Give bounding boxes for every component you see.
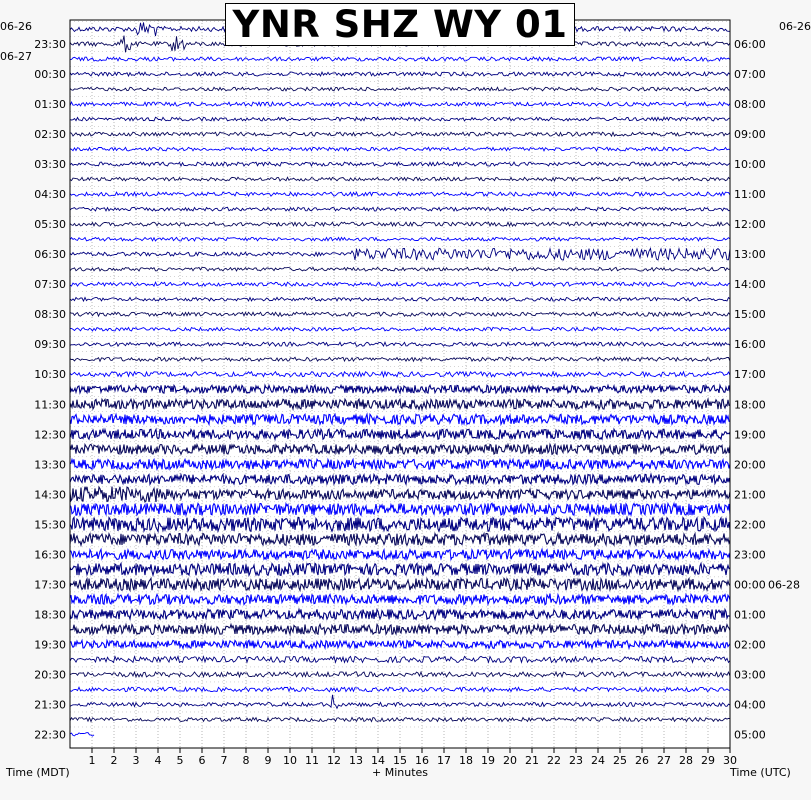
right-date-label-2: 06-28 <box>768 578 800 592</box>
right-time-label: 08:00 <box>734 98 766 112</box>
right-time-label: 16:00 <box>734 338 766 352</box>
left-time-label: 02:30 <box>34 128 66 142</box>
right-axis-label: Time (UTC) <box>730 766 791 779</box>
right-time-label: 01:00 <box>734 608 766 622</box>
left-time-label: 14:30 <box>34 488 66 502</box>
right-time-label: 03:00 <box>734 668 766 682</box>
right-time-label: 13:00 <box>734 248 766 262</box>
right-time-label: 21:00 <box>734 488 766 502</box>
left-date-label-top: 06-26 <box>0 20 32 33</box>
x-axis-ticks <box>89 748 738 767</box>
left-time-label: 20:30 <box>34 668 66 682</box>
x-tick-label: 29 <box>701 754 715 767</box>
left-time-label: 07:30 <box>34 278 66 292</box>
left-time-label: 00:30 <box>34 68 66 82</box>
right-time-label: 20:00 <box>734 458 766 472</box>
right-time-label: 22:00 <box>734 518 766 532</box>
left-axis-label: Time (MDT) <box>6 766 70 779</box>
left-time-label: 06:30 <box>34 248 66 262</box>
left-time-label: 10:30 <box>34 368 66 382</box>
right-time-label: 18:00 <box>734 398 766 412</box>
x-tick-label: 1 <box>88 754 96 767</box>
x-tick-label: 11 <box>305 754 319 767</box>
x-tick-label: 24 <box>591 754 605 767</box>
x-tick-label: 26 <box>635 754 649 767</box>
chart-title: YNR SHZ WY 01 <box>225 3 575 46</box>
x-axis-label: + Minutes <box>372 766 429 779</box>
right-time-label: 09:00 <box>734 128 766 142</box>
x-tick-label: 13 <box>349 754 363 767</box>
left-time-label: 16:30 <box>34 548 66 562</box>
x-tick-label: 19 <box>481 754 495 767</box>
left-time-label: 21:30 <box>34 698 66 712</box>
x-tick-label: 10 <box>283 754 297 767</box>
left-time-label: 04:30 <box>34 188 66 202</box>
x-tick-label: 4 <box>154 754 162 767</box>
x-tick-label: 30 <box>723 754 737 767</box>
x-tick-label: 8 <box>242 754 250 767</box>
x-tick-label: 18 <box>459 754 473 767</box>
x-tick-label: 16 <box>415 754 429 767</box>
x-tick-label: 17 <box>437 754 451 767</box>
x-tick-label: 23 <box>569 754 583 767</box>
left-time-label: 23:30 <box>34 38 66 52</box>
x-tick-label: 14 <box>371 754 385 767</box>
x-tick-label: 3 <box>132 754 140 767</box>
x-tick-label: 15 <box>393 754 407 767</box>
left-time-label: 05:30 <box>34 218 66 232</box>
right-time-label: 02:00 <box>734 638 766 652</box>
right-time-label: 14:00 <box>734 278 766 292</box>
x-tick-label: 20 <box>503 754 517 767</box>
left-time-label: 18:30 <box>34 608 66 622</box>
x-tick-label: 6 <box>198 754 206 767</box>
left-time-label: 12:30 <box>34 428 66 442</box>
right-time-label: 15:00 <box>734 308 766 322</box>
right-time-label: 11:00 <box>734 188 766 202</box>
right-time-label: 12:00 <box>734 218 766 232</box>
right-time-labels <box>734 38 800 741</box>
right-time-label: 19:00 <box>734 428 766 442</box>
x-tick-label: 2 <box>110 754 118 767</box>
right-time-label: 17:00 <box>734 368 766 382</box>
left-time-label: 15:30 <box>34 518 66 532</box>
x-tick-label: 12 <box>327 754 341 767</box>
right-time-label: 23:00 <box>734 548 766 562</box>
left-time-label: 13:30 <box>34 458 66 472</box>
left-time-label: 22:30 <box>34 728 66 742</box>
right-date-label-top: 06-26 <box>779 20 811 33</box>
x-tick-label: 27 <box>657 754 671 767</box>
x-tick-label: 22 <box>547 754 561 767</box>
left-time-label: 08:30 <box>34 308 66 322</box>
left-time-labels <box>34 38 66 741</box>
right-time-label: 10:00 <box>734 158 766 172</box>
left-time-label: 17:30 <box>34 578 66 592</box>
left-time-label: 01:30 <box>34 98 66 112</box>
right-time-label: 05:00 <box>734 728 766 742</box>
x-tick-label: 21 <box>525 754 539 767</box>
right-time-label: 04:00 <box>734 698 766 712</box>
x-tick-label: 5 <box>176 754 184 767</box>
left-time-label: 11:30 <box>34 398 66 412</box>
x-tick-label: 25 <box>613 754 627 767</box>
left-time-label: 09:30 <box>34 338 66 352</box>
right-time-label: 00:00 <box>734 578 766 592</box>
left-time-label: 19:30 <box>34 638 66 652</box>
right-time-label: 07:00 <box>734 68 766 82</box>
x-tick-label: 9 <box>264 754 272 767</box>
right-time-label: 06:00 <box>734 38 766 52</box>
left-time-label: 03:30 <box>34 158 66 172</box>
x-tick-label: 7 <box>220 754 228 767</box>
left-date-label-2: 06-27 <box>0 50 32 63</box>
x-tick-label: 28 <box>679 754 693 767</box>
